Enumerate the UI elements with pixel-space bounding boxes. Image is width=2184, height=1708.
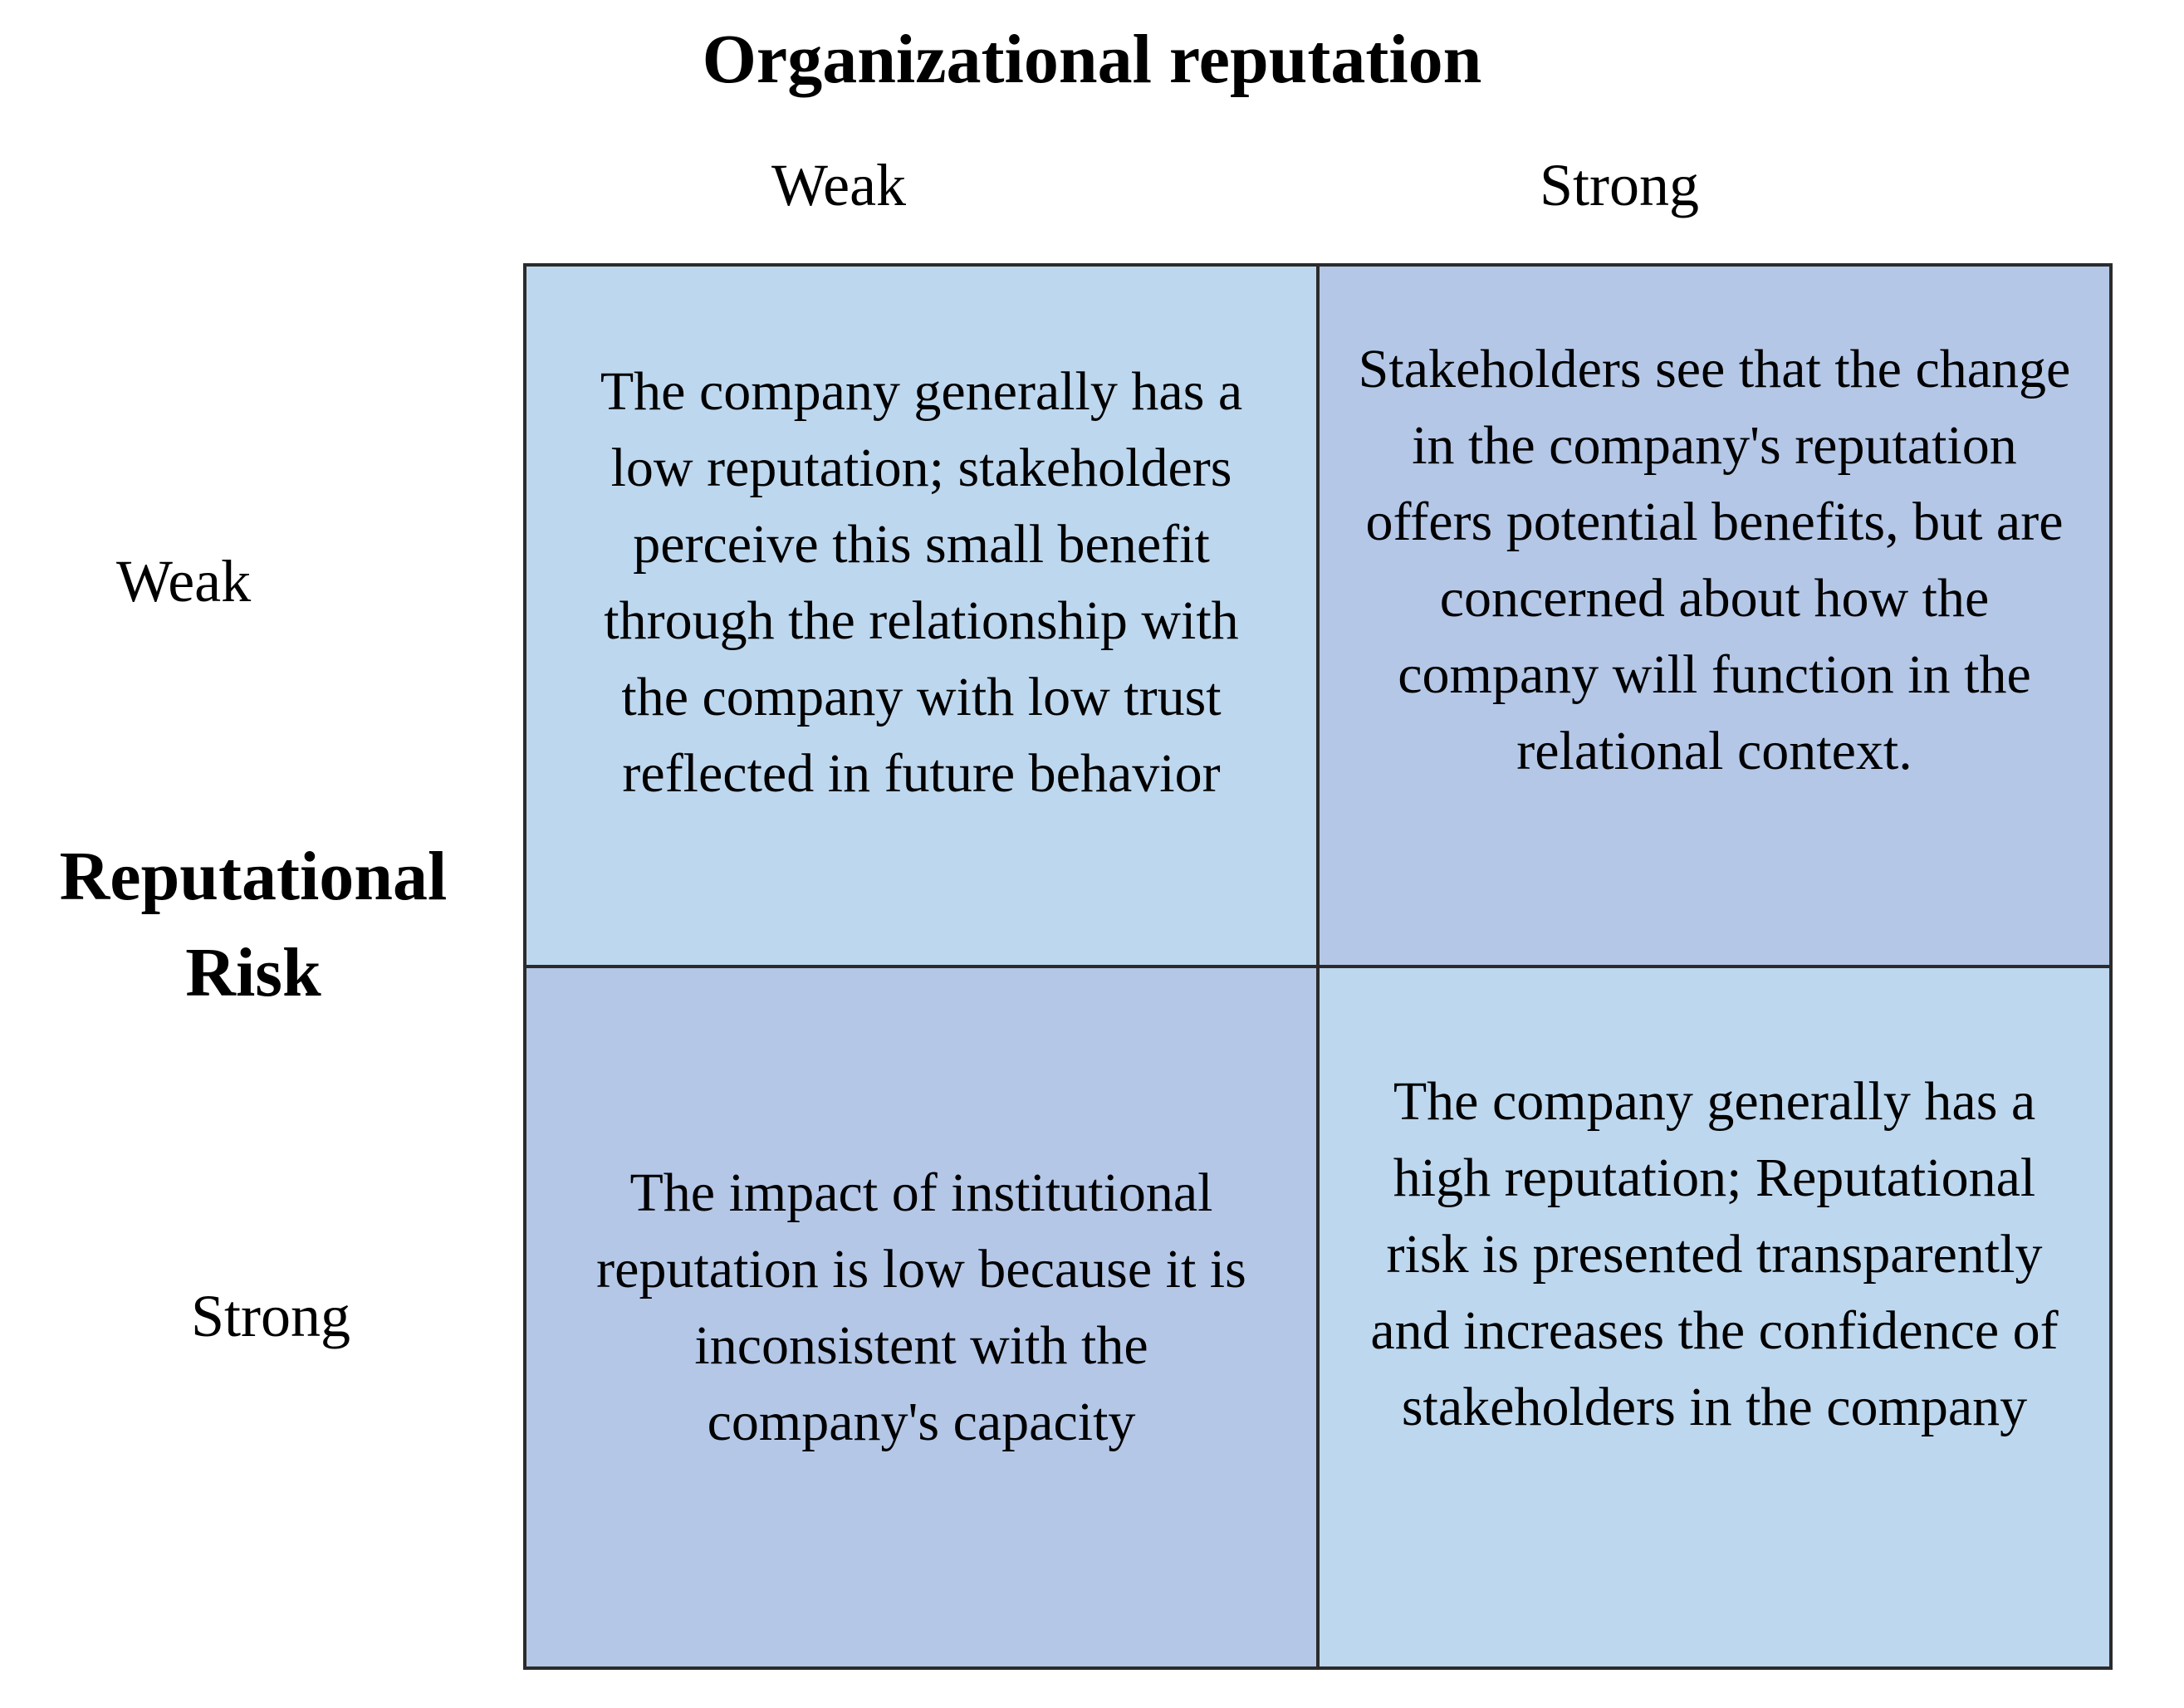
row-axis-title-line1: Reputational [59,838,448,915]
diagram-title: Organizational reputation [702,21,1482,98]
quadrant-bottom-right-text: The company generally has a high reputation; Reputational risk is presented transparently and increases the confidence of stakeholders in the company [1370,1071,2059,1437]
quadrant-top-left [526,267,1318,967]
quadrant-bottom-right [1318,967,2109,1666]
quadrant-bottom-left [526,967,1318,1666]
quadrant-matrix [523,263,2113,1670]
row-axis-title-line2: Risk [185,934,321,1011]
quadrant-top-right [1318,267,2109,967]
column-label-strong: Strong [1539,152,1700,218]
quadrant-top-right-text: Stakeholders see that the change in the company's reputation offers potential benefits, but are concerned about how the company will function in the relational context. [1358,339,2071,781]
row-label-strong: Strong [191,1283,351,1349]
quadrant-top-left-text: The company generally has a low reputation; stakeholders perceive this small benefit through the relationship with the company with low trust reflected in future behavior [600,361,1243,804]
row-axis-title [17,829,490,1021]
column-label-weak: Weak [771,152,907,218]
quadrant-bottom-left-text: The impact of institutional reputation is low because it is inconsistent with the company's capacity [596,1162,1246,1452]
row-label-weak: Weak [116,548,252,614]
